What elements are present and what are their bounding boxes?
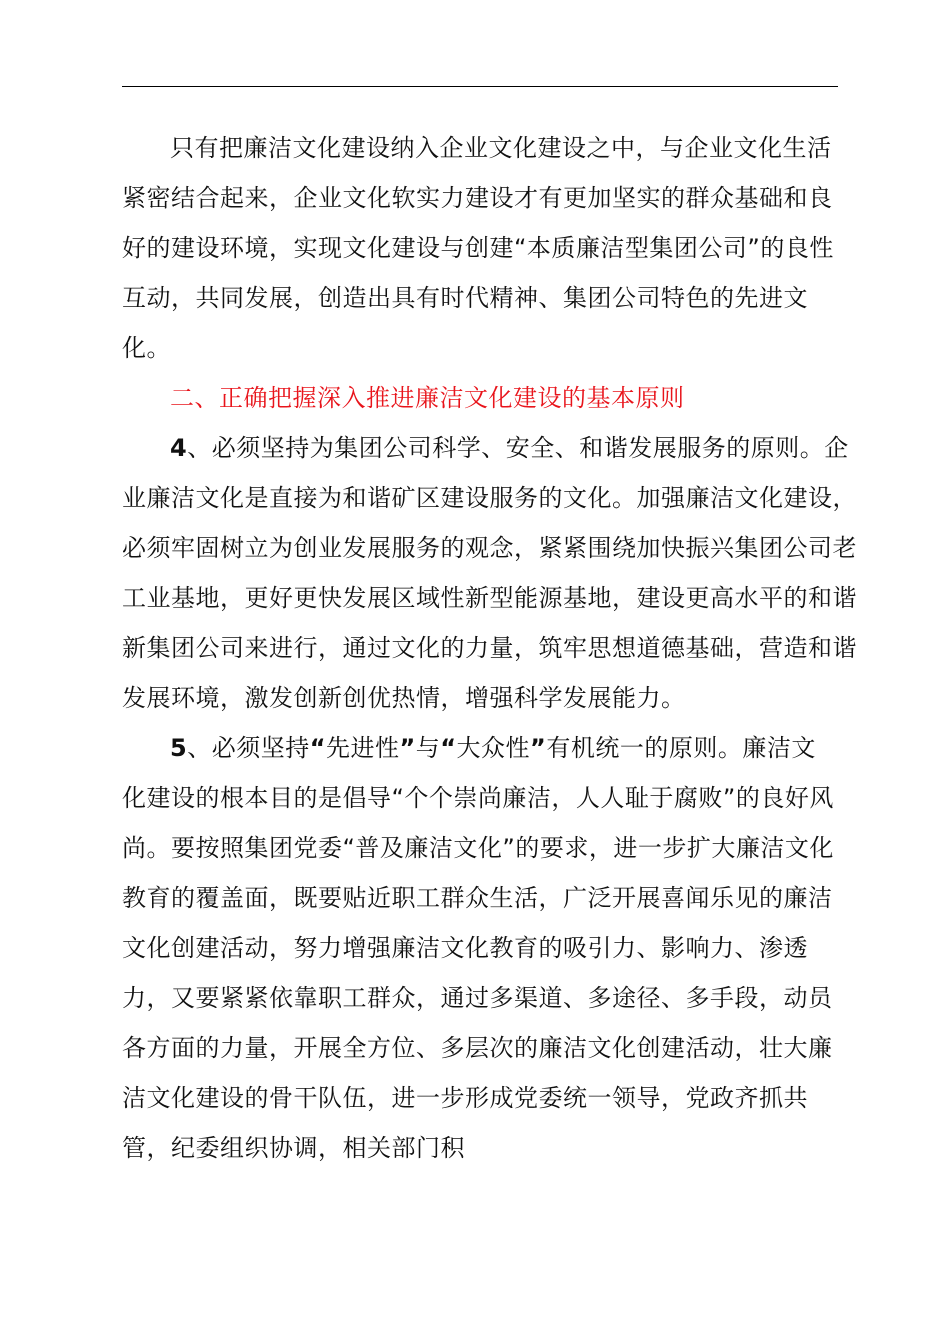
principle-4-paragraph — [122, 423, 862, 723]
header-rule — [122, 86, 838, 87]
intro-paragraph: 只有把廉洁文化建设纳入企业文化建设之中，与企业文化生活紧密结合起来，企业文化软实力建设才有更加坚实的群众基础和良好的建设环境，实现文化建设与创建“本质廉洁型集团公司”的良性互动，共同发展，创造出具有时代精神、集团公司特色的先进文化。 — [122, 134, 834, 362]
principle-4-text: 、必须坚持为集团公司科学、安全、和谐发展服务的原则。企业廉洁文化是直接为和谐矿区建设服务的文化。加强廉洁文化建设，必须牢固树立为创业发展服务的观念，紧紧围绕加快振兴集团公司老工业基地，更好更快发展区域性新型能源基地，建设更高水平的和谐新集团公司来进行，通过文化的力量，筑牢思想道德基础，营造和谐发展环境，激发创新创优热情，增强科学发展能力。 — [122, 434, 857, 712]
principle-5-mid: 与 — [415, 734, 441, 762]
principle-5-quote-open-2: “ — [440, 734, 457, 762]
section-heading: 二、正确把握深入推进廉洁文化建设的基本原则 — [170, 384, 685, 412]
principle-5-text: 有机统一的原则。廉洁文化建设的根本目的是倡导“个个崇尚廉洁，人人耻于腐败”的良好风尚。要按照集团党委“普及廉洁文化”的要求，进一步扩大廉洁文化教育的覆盖面，既要贴近职工群众生活，广泛开展喜闻乐见的廉洁文化创建活动，努力增强廉洁文化教育的吸引力、影响力、渗透力，又要紧紧依靠职工群众，通过多渠道、多途径、多手段，动员各方面的力量，开展全方位、多层次的廉洁文化创建活动，壮大廉洁文化建设的骨干队伍，进一步形成党委统一领导，党政齐抓共管，纪委组织协调，相关部门积 — [122, 734, 834, 1162]
principle-5-term-2: 大众性 — [456, 734, 531, 762]
document-body — [122, 123, 857, 1173]
principle-5-paragraph — [122, 723, 838, 1173]
principle-5-lead: 、必须坚持 — [187, 734, 310, 762]
principle-5-number: 5 — [170, 734, 188, 762]
principle-4-number: 4 — [170, 434, 188, 462]
principle-5-term-1: 先进性 — [325, 734, 400, 762]
principle-5-quote-close-1: ” — [399, 734, 416, 762]
principle-5-quote-close-2: ” — [530, 734, 547, 762]
principle-5-quote-open-1: “ — [309, 734, 326, 762]
